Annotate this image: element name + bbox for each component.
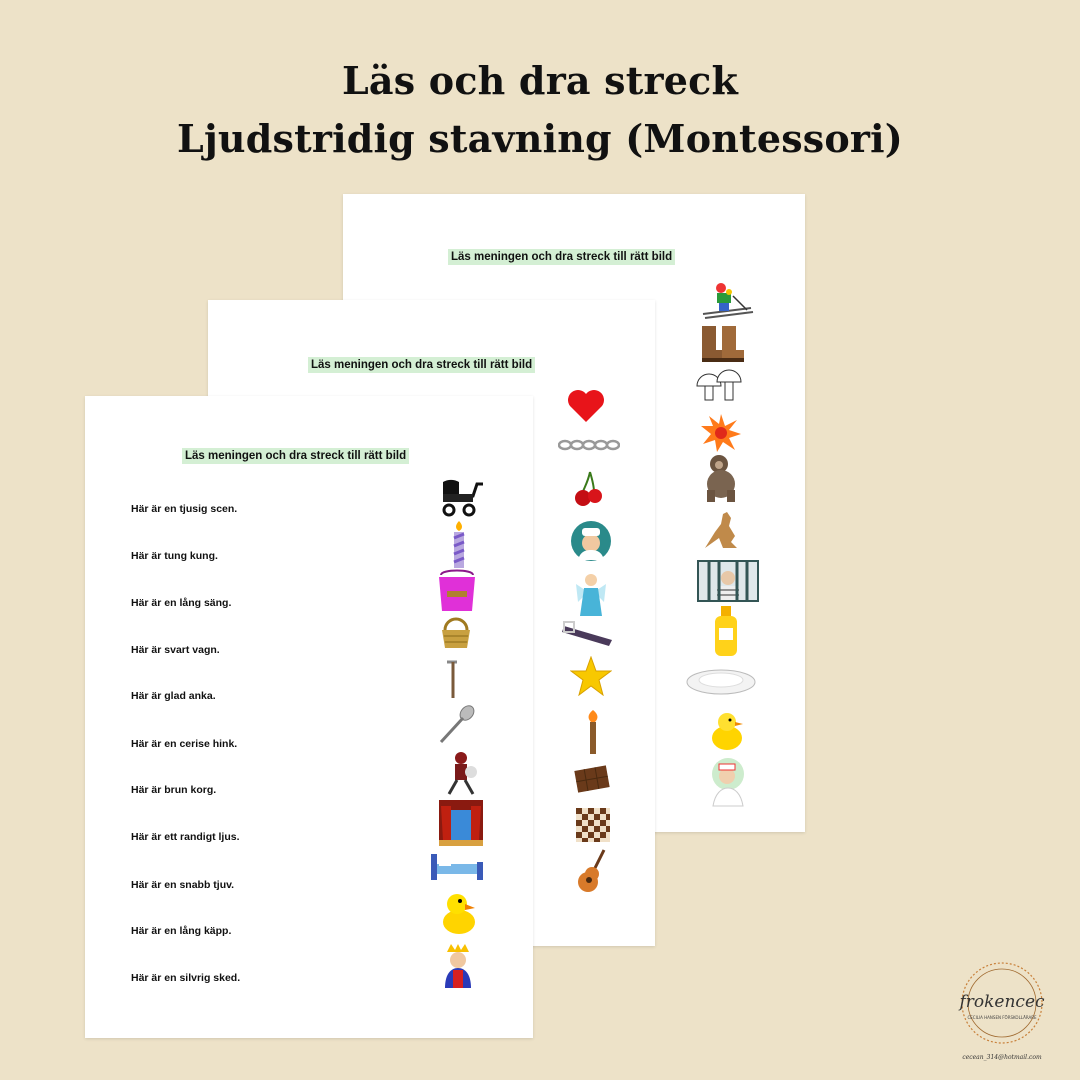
angel-icon [572,570,610,618]
sentence-5: Här är glad anka. [131,690,216,702]
sentence-1: Här är en tjusig scen. [131,503,238,515]
cherry-icon [572,468,608,508]
mushrooms-icon [693,366,745,404]
bed-icon [429,852,485,882]
page-title-line-1: Läs och dra streck [342,58,738,103]
chessboard-icon [576,808,610,842]
sentence-7: Här är brun korg. [131,784,217,796]
star-icon [570,656,612,696]
boots-icon [698,322,746,364]
worksheet-heading: Läs meningen och dra streck till rätt bild [448,249,675,265]
worksheet-heading: Läs meningen och dra streck till rätt bild [308,357,535,373]
chocolate-icon [572,764,612,794]
kangaroo-icon [701,508,745,550]
belt-icon [562,618,618,648]
sentence-3: Här är en lång säng. [131,597,232,609]
sentence-2: Här är tung kung. [131,550,218,562]
worksheet-front [85,396,533,1038]
bucket-icon [437,569,477,613]
nurse-icon [703,756,753,808]
candle-icon [449,520,469,570]
torch-icon [584,708,602,756]
skier-icon [699,280,755,322]
spoon-icon [437,704,477,744]
sentence-6: Här är en cerise hink. [131,738,238,750]
explosion-icon [699,412,743,452]
king-icon [443,942,473,988]
logo-name: frokencec [959,992,1045,1012]
page-title-line-2: Ljudstridig stavning (Montessori) [177,116,903,161]
prisoner-icon [697,560,759,602]
sentence-9: Här är en snabb tjuv. [131,879,235,891]
sentence-11: Här är en silvrig sked. [131,972,241,984]
guitar-icon [576,848,610,896]
stroller-icon [439,476,487,518]
shampoo-icon [711,604,741,658]
stage-icon [439,800,483,846]
sentence-10: Här är en lång käpp. [131,925,232,937]
brand-logo [952,955,1052,1065]
duck-icon [441,890,477,936]
sentence-4: Här är svart vagn. [131,644,220,656]
logo-subtitle: CECILIA HANSEN FÖRSKOLLÄRARE [967,1015,1037,1020]
monkey-icon [701,452,743,504]
thief-icon [441,750,481,796]
worksheet-heading: Läs meningen och dra streck till rätt bild [182,448,409,464]
basket-icon [439,616,473,650]
sentence-8: Här är ett randigt ljus. [131,831,240,843]
heart-icon [566,388,606,424]
chain-icon [558,438,620,452]
plate-icon [685,668,757,696]
logo-email: cecean_314@hotmail.com [962,1054,1042,1061]
chick-icon [707,710,747,752]
cane-icon [445,658,461,700]
chef-icon [570,520,612,562]
